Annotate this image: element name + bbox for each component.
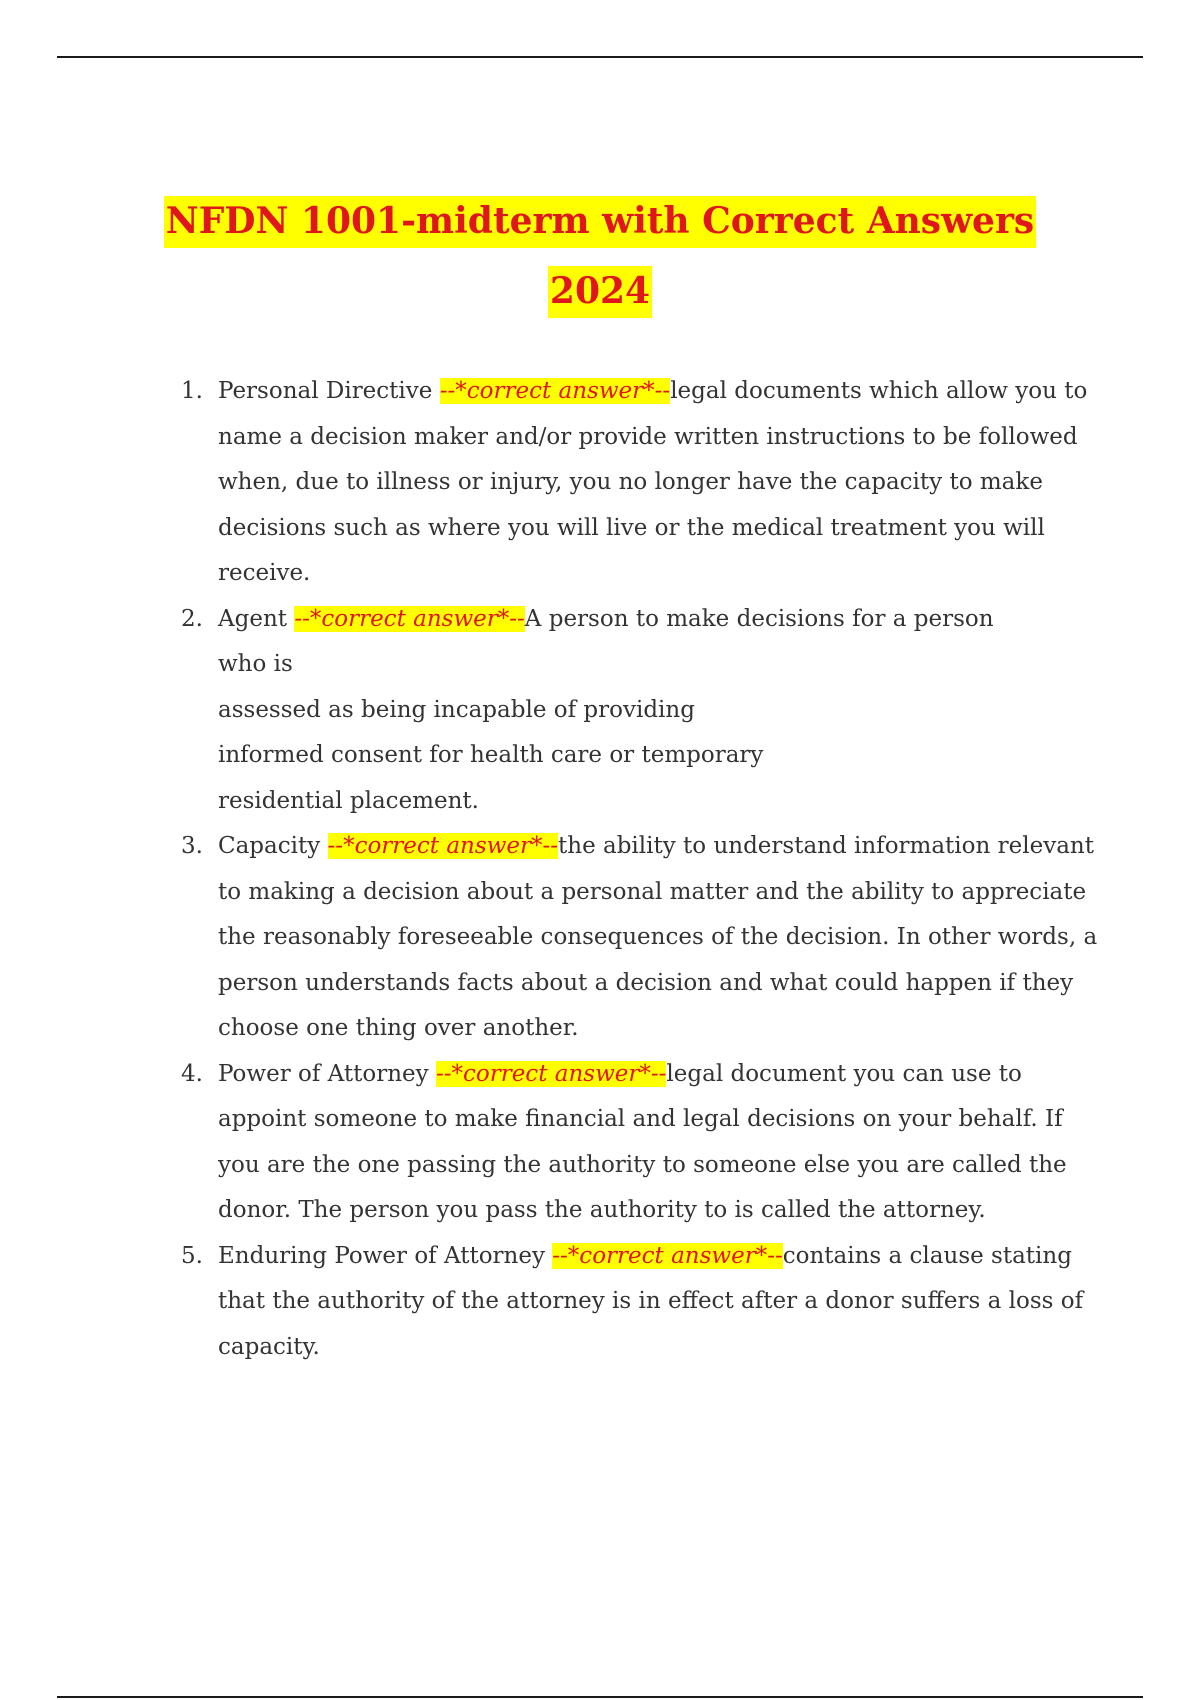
- item-term: Agent: [218, 605, 295, 632]
- list-item: [178, 1052, 1098, 1234]
- title-line-2: 2024: [548, 266, 652, 318]
- document-title: [0, 186, 1200, 326]
- item-number: 1.: [181, 378, 203, 404]
- item-term: Power of Attorney: [218, 1060, 436, 1087]
- item-answer: the ability to understand information relevant to making a decision about a personal matter and the ability to appreciate the reasonably foreseeable consequences of the decision. In other words, a person understands facts about a decision and what could happen if they choose one thing over another.: [218, 833, 1098, 1041]
- item-term: Personal Directive: [218, 378, 440, 404]
- header-rule: [57, 56, 1143, 58]
- list-item: [178, 597, 1098, 825]
- item-term: Capacity: [218, 833, 328, 859]
- correct-answer-marker: --*correct answer*--: [327, 833, 559, 859]
- correct-answer-marker: --*correct answer*--: [294, 605, 525, 632]
- item-term: Enduring Power of Attorney: [218, 1242, 553, 1269]
- footer-rule: [57, 1696, 1143, 1698]
- answer-line: informed consent for health care or temporary: [218, 742, 764, 768]
- list-item: [178, 1234, 1098, 1371]
- item-answer: legal document you can use to appoint someone to make financial and legal decisions on your behalf. If you are the one passing the authority to someone else you are called the donor. The person you pass the authority to is called the attorney.: [218, 1060, 1067, 1223]
- title-line-1: NFDN 1001-midterm with Correct Answers: [164, 196, 1036, 248]
- answer-line: who is: [218, 651, 293, 677]
- item-answer: contains a clause stating that the authority of the attorney is in effect after a donor suffers a loss of capacity.: [218, 1242, 1084, 1360]
- list-item: [178, 369, 1098, 597]
- item-number: 5.: [181, 1242, 203, 1269]
- correct-answer-marker: --*correct answer*--: [552, 1242, 783, 1269]
- item-number: 2.: [181, 605, 203, 632]
- item-answer: A person to make decisions for a person: [524, 605, 994, 632]
- correct-answer-marker: --*correct answer*--: [435, 1060, 667, 1087]
- item-number: 4.: [181, 1060, 203, 1087]
- item-answer: legal documents which allow you to name a decision maker and/or provide written instructions to be followed when, due to illness or injury, you no longer have the capacity to make decisions such as where you will live or the medical treatment you will receive.: [218, 378, 1088, 586]
- list-item: [178, 824, 1098, 1052]
- item-number: 3.: [181, 833, 203, 859]
- correct-answer-marker: --*correct answer*--: [439, 378, 671, 404]
- answer-line: assessed as being incapable of providing: [218, 696, 695, 723]
- question-answer-list: [178, 369, 1098, 1370]
- answer-line: residential placement.: [218, 787, 479, 814]
